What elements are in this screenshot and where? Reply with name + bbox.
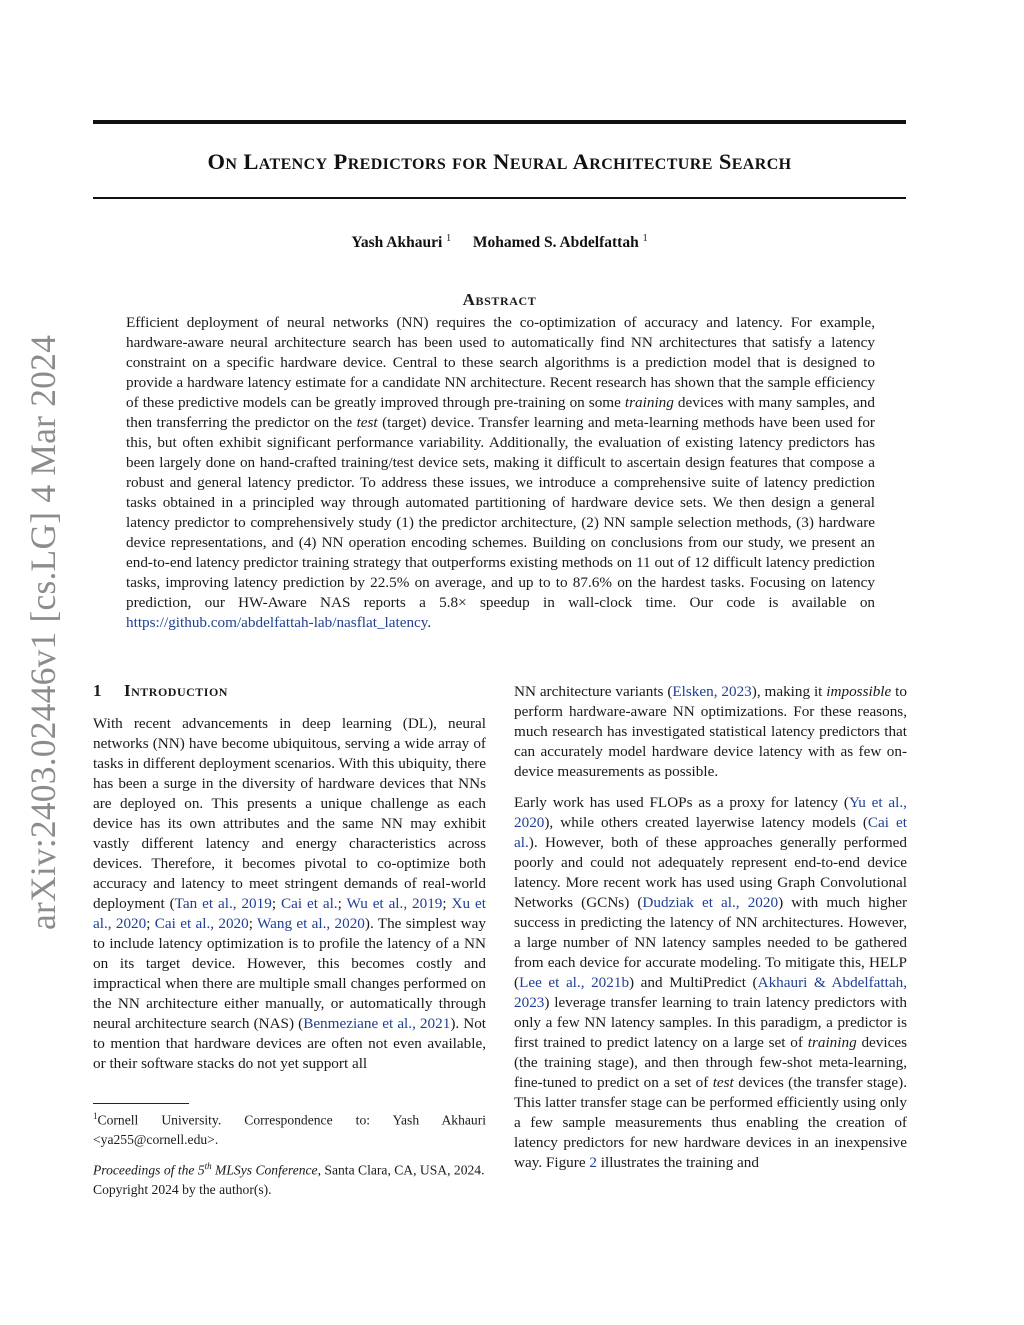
intro-right-column — [514, 682, 907, 1173]
body-emphasis: training — [807, 1034, 857, 1051]
intro-left-column — [93, 714, 486, 1074]
figure-reference-link[interactable]: 2 — [589, 1154, 597, 1171]
body-text: NN architecture variants ( — [514, 683, 673, 700]
body-text: ; — [271, 895, 281, 912]
abstract-body — [126, 313, 875, 633]
citation-link[interactable]: Dudziak et al., 2020 — [642, 894, 779, 911]
footnote-text: Cornell University. Correspondence to: Yash Akhauri <ya255@cornell.edu>. — [93, 1112, 486, 1147]
citation-link[interactable]: Benmeziane et al., 2021 — [303, 1015, 451, 1032]
speedup-value: 5.8× — [439, 594, 467, 611]
citation-link[interactable]: Tan et al., 2019 — [174, 895, 272, 912]
intro-paragraph — [93, 714, 486, 1074]
body-emphasis: test — [712, 1074, 734, 1091]
abstract-emphasis: test — [356, 414, 378, 431]
citation-link[interactable]: Wu et al., 2019 — [346, 895, 443, 912]
body-text: ), while others created layerwise latency models ( — [544, 814, 868, 831]
body-text: ). Not to mention that hardware devices are often not even available, or their software stacks do not yet support all — [93, 1015, 487, 1072]
section-title: Introduction — [124, 681, 228, 700]
code-repository-link[interactable]: https://github.com/abdelfattah-lab/nasflat_latency — [126, 614, 428, 631]
proceedings-superscript: th — [204, 1161, 212, 1171]
abstract-emphasis: training — [624, 394, 674, 411]
abstract-text: Efficient deployment of neural networks (NN) requires the co-optimization of accuracy and latency. For example, hardware-aware neural architecture search has been used to automatically find NN architectures that satisfy a latency constraint on a specific hardware device. Central to these search algorithms is a prediction model that is designed to provide a hardware latency estimate for a candidate NN architecture. Recent research has shown that the sample efficiency of these predictive models can be greatly improved through pre-training on some — [126, 314, 875, 411]
author-list — [93, 233, 906, 252]
citation-link[interactable]: Cai et al. — [514, 814, 907, 851]
proceedings-conference: MLSys Conference — [211, 1162, 318, 1178]
intro-paragraph — [514, 682, 907, 782]
body-text: ; — [146, 915, 155, 932]
title-top-rule — [93, 120, 906, 124]
citation-link[interactable]: Akhauri & Abdelfattah, 2023 — [514, 974, 907, 1011]
citation-link[interactable]: Cai et al., 2020 — [154, 915, 249, 932]
author-name: Yash Akhauri — [351, 234, 443, 252]
body-text: ) with much higher success in predicting the latency of NN architectures. However, a large number of NN latency samples needed to be gathered from each device for accurate modeling. To mitigate this, HELP ( — [514, 894, 908, 991]
abstract-text: speedup in wall-clock time. Our code is available on — [466, 594, 876, 611]
affiliation-footnote — [93, 1107, 486, 1149]
proceedings-note — [93, 1157, 486, 1199]
body-text: ). The simplest way to include latency optimization is to profile the latency of a NN on its target device. However, this becomes costly and impractical when there are multiple small changes performed on the NN architecture either manually, or automatically through neural architecture search (NAS) ( — [93, 915, 486, 1032]
body-text: devices (the transfer stage). This latter transfer stage can be performed efficiently using only a few sample measurements thus enabling the creation of latency predictors for new hardware devices in an inexpensive way. Figure — [514, 1074, 907, 1171]
citation-link[interactable]: Wang et al., 2020 — [257, 915, 365, 932]
intro-paragraph — [514, 793, 907, 1173]
abstract-heading: Abstract — [462, 290, 537, 309]
abstract-text: (target) device. Transfer learning and meta-learning methods have been used for this, but often exhibit significant performance variability. Additionally, the evaluation of existing latency predictors has been largely done on hand-crafted training/test device sets, making it difficult to ascertain design features that compose a robust and general latency predictor. To address these issues, we introduce a comprehensive suite of latency prediction tasks obtained in a principled way through automated partitioning of hardware device sets. We then design a general latency predictor to comprehensively study (1) the predictor architecture, (2) NN sample selection methods, (3) hardware device representations, and (4) NN operation encoding schemes. Building on conclusions from our study, we present an end-to-end latency predictor training strategy that outperforms existing methods on 11 out of 12 difficult latency prediction tasks, improving latency prediction by 22.5% on average, and up to to 87.6% on the hardest tasks. Focusing on latency prediction, our HW-Aware NAS reports a — [126, 414, 875, 611]
arxiv-margin-stamp: arXiv:2403.02446v1 [cs.LG] 4 Mar 2024 — [23, 334, 63, 930]
section-heading-introduction — [93, 681, 488, 701]
body-text: to perform hardware-aware NN optimizations. For these reasons, much research has investigated statistical latency predictors that can accurately model hardware device latency with as few on-device measurements as possible. — [514, 683, 907, 780]
footnote-rule — [93, 1103, 189, 1104]
title-bottom-rule — [93, 197, 906, 199]
body-text: ; — [248, 915, 257, 932]
abstract-text: . — [427, 614, 432, 631]
affiliation-mark: 1 — [446, 233, 452, 244]
body-text: ; — [337, 895, 347, 912]
citation-link[interactable]: Cai et al. — [280, 895, 338, 912]
body-text: illustrates the training and — [596, 1154, 759, 1171]
body-text: devices (the training stage), and then through few-shot meta-learning, fine-tuned to predict on a set of — [514, 1034, 907, 1091]
body-text: ; — [442, 895, 452, 912]
body-emphasis: impossible — [826, 683, 892, 700]
body-text: ), making it — [751, 683, 827, 700]
citation-link[interactable]: Elsken, 2023 — [672, 683, 752, 700]
section-number: 1 — [93, 681, 102, 700]
author-name: Mohamed S. Abdelfattah — [472, 234, 639, 252]
proceedings-text: , Santa Clara, CA, USA, 2024. Copyright 2024 by the author(s). — [93, 1162, 485, 1197]
affiliation-mark: 1 — [642, 233, 648, 244]
paper-title: On Latency Predictors for Neural Architecture Search — [207, 149, 792, 174]
abstract-text: devices with many samples, and then transferring the predictor on the — [126, 394, 875, 431]
body-text: With recent advancements in deep learning (DL), neural networks (NN) have become ubiquitous, serving a wide array of tasks in different deployment scenarios. With this ubiquity, there has been a surge in the diversity of hardware devices that NNs are deployed on. This presents a unique challenge as each device has its own attributes and the same NN may exhibit vastly different latency and energy characteristics across devices. Therefore, it becomes pivotal to co-optimize both accuracy and latency to meet stringent demands of real-world deployment ( — [93, 715, 486, 912]
proceedings-text: Proceedings of the 5 — [93, 1162, 205, 1178]
body-text: ) leverage transfer learning to train latency predictors with only a few NN latency samples. In this paradigm, a predictor is first trained to predict latency on a large set of — [514, 994, 907, 1051]
citation-link[interactable]: Lee et al., 2021b — [519, 974, 630, 991]
body-text: ). However, both of these approaches generally performed poorly and could not adequately represent end-to-end device latency. More recent work has used using Graph Convolutional Networks (GCNs) ( — [514, 834, 907, 911]
citation-link[interactable]: Yu et al., 2020 — [514, 794, 907, 831]
citation-link[interactable]: Xu et al., 2020 — [93, 895, 486, 932]
body-text: Early work has used FLOPs as a proxy for latency ( — [514, 794, 849, 811]
body-text: ) and MultiPredict ( — [629, 974, 758, 991]
footnote-mark: 1 — [93, 1111, 98, 1121]
